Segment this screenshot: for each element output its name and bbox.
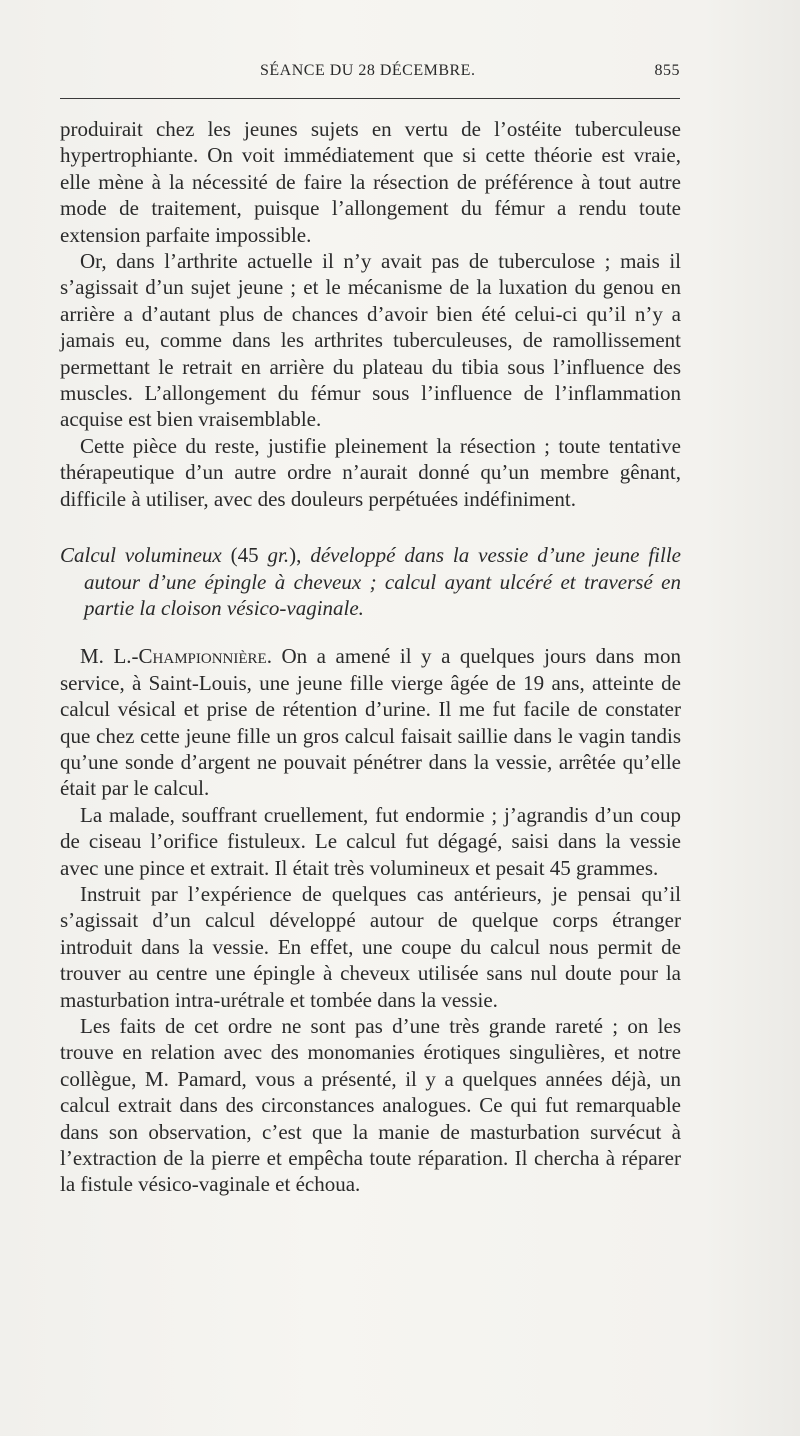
section-title-weight: (45: [230, 543, 268, 568]
paragraph: Or, dans l’arthrite actuelle il n’y avait pas de tuberculose ; mais il s’agissait d’un sujet jeune ; et le mécanisme de la luxation du genou en arrière a d’autant plus de chances d’avoir bien été celui-ci qu’il n’y a jamais eu, comme dans les arthrites tuberculeuses, de ramollissement permettant le retrait en arrière du plateau du tibia sous l’influence des muscles. L’allongement du fémur sous l’influence de l’inflammation acquise est bien vraisemblable.: [60, 249, 681, 432]
paragraph: La malade, souffrant cruellement, fut endormie ; j’agrandis d’un coup de ciseau l’orifice fistuleux. Le calcul fut dégagé, saisi dans la vessie avec une pince et extrait. Il était très volumineux et pesait 45 grammes.: [60, 802, 681, 880]
running-header: [60, 62, 680, 88]
section-title: [60, 542, 681, 621]
paragraph: [60, 643, 681, 801]
section-title-part: Calcul volumineux: [60, 543, 222, 568]
paragraph: Instruit par l’expérience de quelques cas antérieurs, je pensai qu’il s’agissait d’un calcul développé autour de quelque corps étranger introduit dans la vessie. En effet, une coupe du calcul nous permit de trouver au centre une épingle à cheveux utilisée sans nul doute pour la masturbation intra-urétrale et tombée dans la vessie.: [60, 881, 681, 1012]
paragraph: Cette pièce du reste, justifie pleinement la résection ; toute tentative thérapeutique d’un autre ordre n’aurait donné qu’un membre gênant, difficile à utiliser, avec des douleurs perpétuées indéfiniment.: [60, 433, 681, 511]
section-title-close: ),: [289, 543, 311, 568]
running-title: SÉANCE DU 28 DÉCEMBRE.: [260, 62, 476, 79]
section-title-unit: gr.: [267, 543, 290, 568]
page-number: 855: [654, 62, 680, 79]
section-title-part: développé dans la vessie d’une jeune fille autour d’une épingle à cheveux ; calcul ayant ulcéré et traversé en partie la cloison vésico-vaginale.: [84, 543, 682, 620]
paragraph-continued: produirait chez les jeunes sujets en vertu de l’ostéite tuberculeuse hypertrophiante. On voit immédiatement que si cette théorie est vraie, elle mène à la nécessité de faire la résection de préférence à tout autre mode de traitement, puisque l’allongement du fémur a rendu toute extension parfaite impossible.: [60, 117, 681, 247]
paragraph-text: On a amené il y a quelques jours dans mon service, à Saint-Louis, une jeune fille vierge âgée de 19 ans, atteinte de calcul vésical et prise de rétention d’urine. Il me fut facile de constater que chez cette jeune fille un gros calcul faisait saillie dans le vagin tandis qu’une sonde d’argent ne pouvait pénétrer dans la vessie, arrêtée qu’elle était par le calcul.: [60, 644, 682, 801]
body-text: [60, 116, 681, 1198]
speaker-name: M. L.-Championnière.: [80, 644, 272, 669]
paragraph: Les faits de cet ordre ne sont pas d’une très grande rareté ; on les trouve en relation avec des monomanies érotiques singulières, et notre collègue, M. Pamard, vous a présenté, il y a quelques années déjà, un calcul extrait dans des circonstances analogues. Ce qui fut remarquable dans son observation, c’est que la manie de masturbation survécut à l’extraction de la pierre et empêcha toute réparation. Il chercha à réparer la fistule vésico-vaginale et échoua.: [60, 1014, 681, 1197]
header-rule: [60, 98, 680, 99]
